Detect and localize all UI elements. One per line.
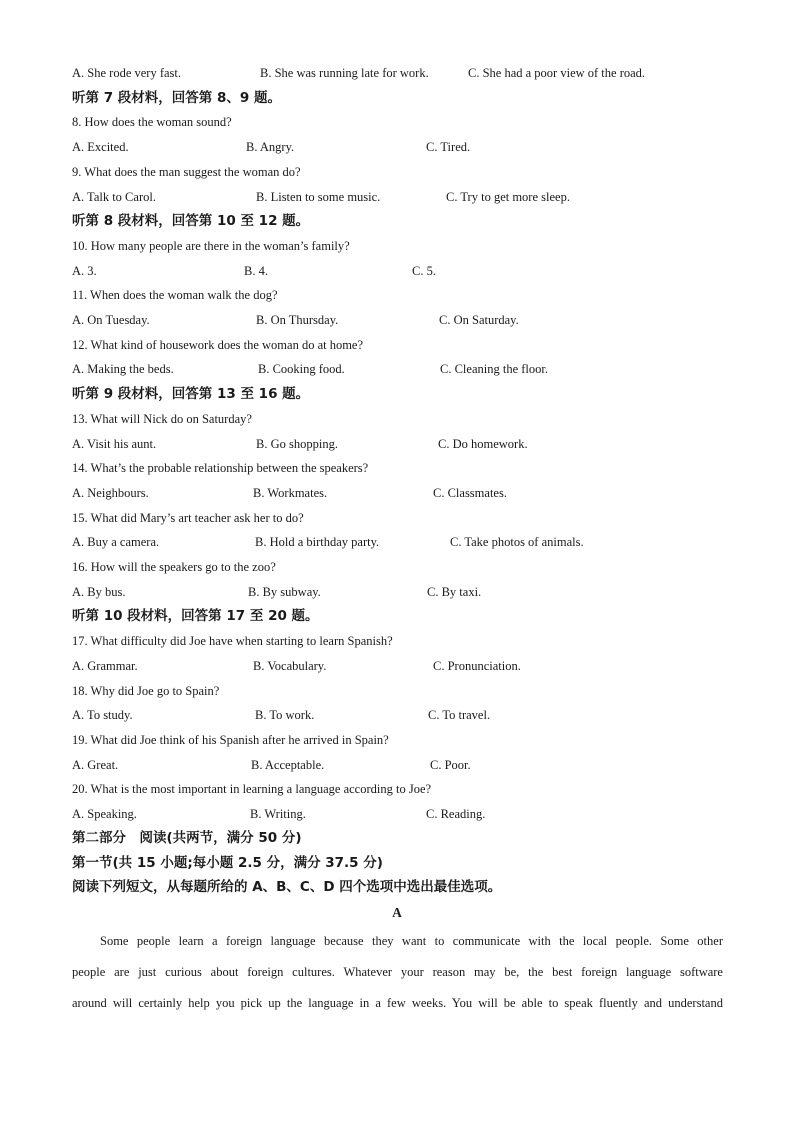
q13-option-c: C. Do homework. (438, 437, 528, 451)
passage-title: A (392, 905, 402, 920)
q13-option-b: B. Go shopping. (256, 437, 338, 451)
passage-line-2: people are just curious about foreign cultures. Whatever your reason may be, the best foreign language software (72, 965, 723, 979)
section-1-header: 第一节(共 15 小题;每小题 2.5 分，满分 37.5 分) (72, 855, 383, 871)
q17-option-b: B. Vocabulary. (253, 659, 327, 673)
q12-question: 12. What kind of housework does the woman do at home? (72, 338, 364, 352)
q16-option-a: A. By bus. (72, 585, 126, 599)
q19-question: 19. What did Joe think of his Spanish after he arrived in Spain? (72, 733, 389, 747)
q18-question: 18. Why did Joe go to Spain? (72, 684, 220, 698)
q8-option-a: A. Excited. (72, 140, 129, 154)
q8-option-c: C. Tired. (426, 140, 471, 154)
q10-option-b: B. 4. (244, 264, 268, 278)
part-2-header: 第二部分 阅读(共两节，满分 50 分) (72, 830, 302, 846)
q9-option-c: C. Try to get more sleep. (446, 190, 570, 204)
q19-option-c: C. Poor. (430, 758, 471, 772)
q9-option-a: A. Talk to Carol. (72, 190, 156, 204)
q15-option-a: A. Buy a camera. (72, 535, 160, 549)
section-7-header: 听第 7 段材料，回答第 8、9 题。 (72, 90, 281, 106)
q14-question: 14. What’s the probable relationship between the speakers? (72, 461, 369, 475)
q11-option-b: B. On Thursday. (256, 313, 339, 327)
q12-option-b: B. Cooking food. (258, 362, 345, 376)
q11-question: 11. When does the woman walk the dog? (72, 288, 278, 302)
q20-option-c: C. Reading. (426, 807, 486, 821)
section-8-header: 听第 8 段材料，回答第 10 至 12 题。 (72, 213, 310, 229)
q12-option-a: A. Making the beds. (72, 362, 174, 376)
q20-option-a: A. Speaking. (72, 807, 137, 821)
q16-question: 16. How will the speakers go to the zoo? (72, 560, 276, 574)
q10-question: 10. How many people are there in the woman’s family? (72, 239, 350, 253)
q14-option-c: C. Classmates. (433, 486, 507, 500)
q16-option-b: B. By subway. (248, 585, 321, 599)
q15-option-b: B. Hold a birthday party. (255, 535, 380, 549)
q8-option-b: B. Angry. (246, 140, 295, 154)
q13-question: 13. What will Nick do on Saturday? (72, 412, 252, 426)
q17-option-a: A. Grammar. (72, 659, 138, 673)
q9-option-b: B. Listen to some music. (256, 190, 381, 204)
q19-option-a: A. Great. (72, 758, 119, 772)
q10-option-a: A. 3. (72, 264, 97, 278)
q10-option-c: C. 5. (412, 264, 436, 278)
reading-instruction: 阅读下列短文，从每题所给的 A、B、C、D 四个选项中选出最佳选项。 (72, 879, 502, 895)
q8-question: 8. How does the woman sound? (72, 115, 232, 129)
q11-option-a: A. On Tuesday. (72, 313, 150, 327)
q7-option-a: A. She rode very fast. (72, 66, 181, 80)
q17-option-c: C. Pronunciation. (433, 659, 521, 673)
q7-option-c: C. She had a poor view of the road. (468, 66, 646, 80)
q12-option-c: C. Cleaning the floor. (440, 362, 548, 376)
passage-line-3: around will certainly help you pick up the language in a few weeks. You will be able to speak fluently and understand (72, 996, 723, 1010)
q19-option-b: B. Acceptable. (251, 758, 325, 772)
q18-option-b: B. To work. (255, 708, 315, 722)
q11-option-c: C. On Saturday. (439, 313, 519, 327)
q14-option-a: A. Neighbours. (72, 486, 149, 500)
q13-option-a: A. Visit his aunt. (72, 437, 157, 451)
q20-question: 20. What is the most important in learning a language according to Joe? (72, 782, 432, 796)
q18-option-c: C. To travel. (428, 708, 491, 722)
q9-question: 9. What does the man suggest the woman do? (72, 165, 301, 179)
q16-option-c: C. By taxi. (427, 585, 482, 599)
q15-question: 15. What did Mary’s art teacher ask her to do? (72, 511, 304, 525)
q15-option-c: C. Take photos of animals. (450, 535, 584, 549)
q20-option-b: B. Writing. (250, 807, 306, 821)
section-9-header: 听第 9 段材料，回答第 13 至 16 题。 (72, 386, 310, 402)
q17-question: 17. What difficulty did Joe have when starting to learn Spanish? (72, 634, 393, 648)
q14-option-b: B. Workmates. (253, 486, 328, 500)
section-10-header: 听第 10 段材料，回答第 17 至 20 题。 (72, 608, 319, 624)
q18-option-a: A. To study. (72, 708, 133, 722)
q7-option-b: B. She was running late for work. (260, 66, 429, 80)
passage-line-1: Some people learn a foreign language because they want to communicate with the local people. Some other (100, 934, 723, 948)
